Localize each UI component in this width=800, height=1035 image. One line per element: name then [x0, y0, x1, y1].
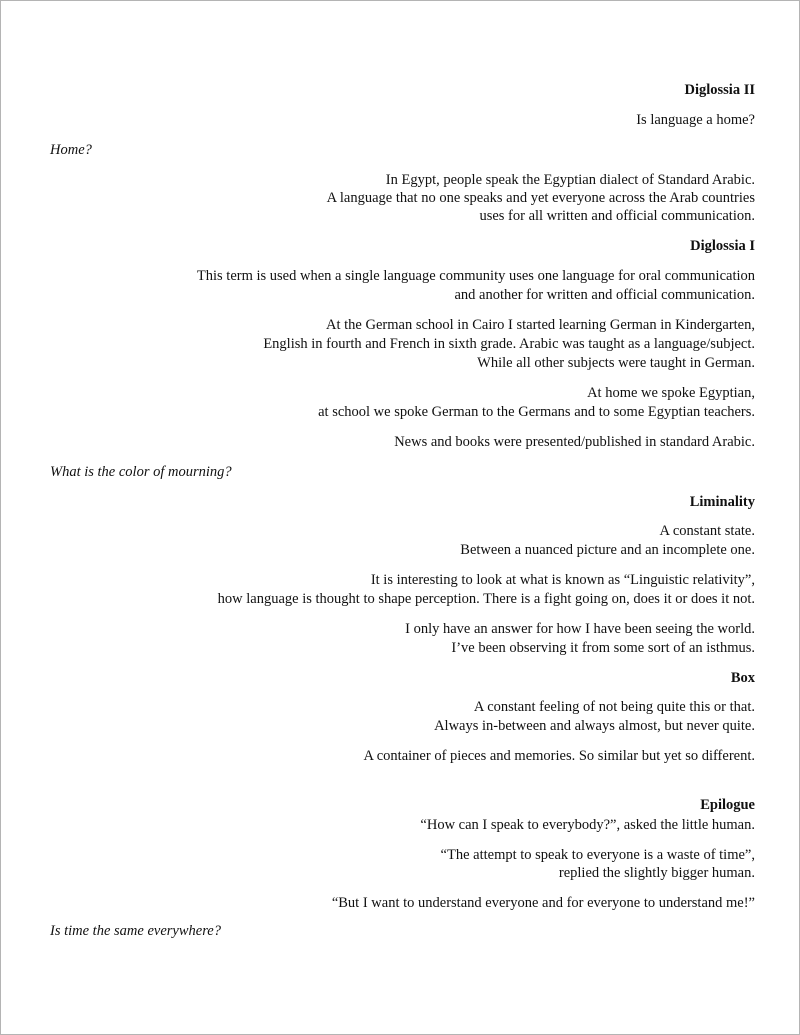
box-line-2: Always in-between and always almost, but never quite. — [434, 718, 755, 734]
school-line-2: English in fourth and French in sixth grade. Arabic was taught as a language/subject. — [263, 336, 755, 352]
news-line: News and books were presented/published in standard Arabic. — [394, 434, 755, 450]
heading-box: Box — [730, 670, 755, 686]
question-home: Home? — [50, 142, 92, 158]
relativity-line-1: It is interesting to look at what is known as “Linguistic relativity”, — [370, 572, 755, 588]
home-line-2: at school we spoke German to the Germans and to some Egyptian teachers. — [318, 404, 755, 420]
box-line-1: A constant feeling of not being quite this or that. — [473, 699, 755, 715]
term-line-2: and another for written and official communication. — [454, 287, 755, 303]
liminality-line-1: A constant state. — [659, 523, 755, 539]
school-line-1: At the German school in Cairo I started learning German in Kindergarten, — [326, 317, 755, 333]
answer-line-2: I’ve been observing it from some sort of an isthmus. — [451, 640, 755, 656]
school-line-3: While all other subjects were taught in German. — [477, 355, 755, 371]
epilogue-line-4: “But I want to understand everyone and for everyone to understand me!” — [331, 895, 755, 911]
relativity-line-2: how language is thought to shape perception. There is a fight going on, does it or does it not. — [217, 591, 755, 607]
epilogue-line-3: replied the slightly bigger human. — [558, 865, 755, 881]
heading-diglossia-i: Diglossia I — [690, 238, 755, 254]
heading-liminality: Liminality — [689, 494, 755, 510]
answer-line-1: I only have an answer for how I have been seeing the world. — [405, 621, 755, 637]
term-line-1: This term is used when a single language community uses one language for oral communication — [196, 268, 755, 284]
question-mourning: What is the color of mourning? — [50, 464, 232, 480]
egypt-line-3: uses for all written and official communication. — [479, 208, 755, 224]
container-line: A container of pieces and memories. So similar but yet so different. — [363, 748, 755, 764]
home-line-1: At home we spoke Egyptian, — [587, 385, 755, 401]
liminality-line-2: Between a nuanced picture and an incomplete one. — [460, 542, 755, 558]
epilogue-line-2: “The attempt to speak to everyone is a waste of time”, — [440, 847, 755, 863]
egypt-line-2: A language that no one speaks and yet everyone across the Arab countries — [326, 190, 755, 206]
heading-epilogue: Epilogue — [700, 797, 755, 813]
epilogue-line-1: “How can I speak to everybody?”, asked the little human. — [420, 817, 755, 833]
egypt-line-1: In Egypt, people speak the Egyptian dialect of Standard Arabic. — [385, 172, 755, 188]
heading-diglossia-ii: Diglossia II — [684, 82, 755, 98]
question-time: Is time the same everywhere? — [50, 923, 221, 939]
subtitle-line: Is language a home? — [636, 112, 755, 128]
